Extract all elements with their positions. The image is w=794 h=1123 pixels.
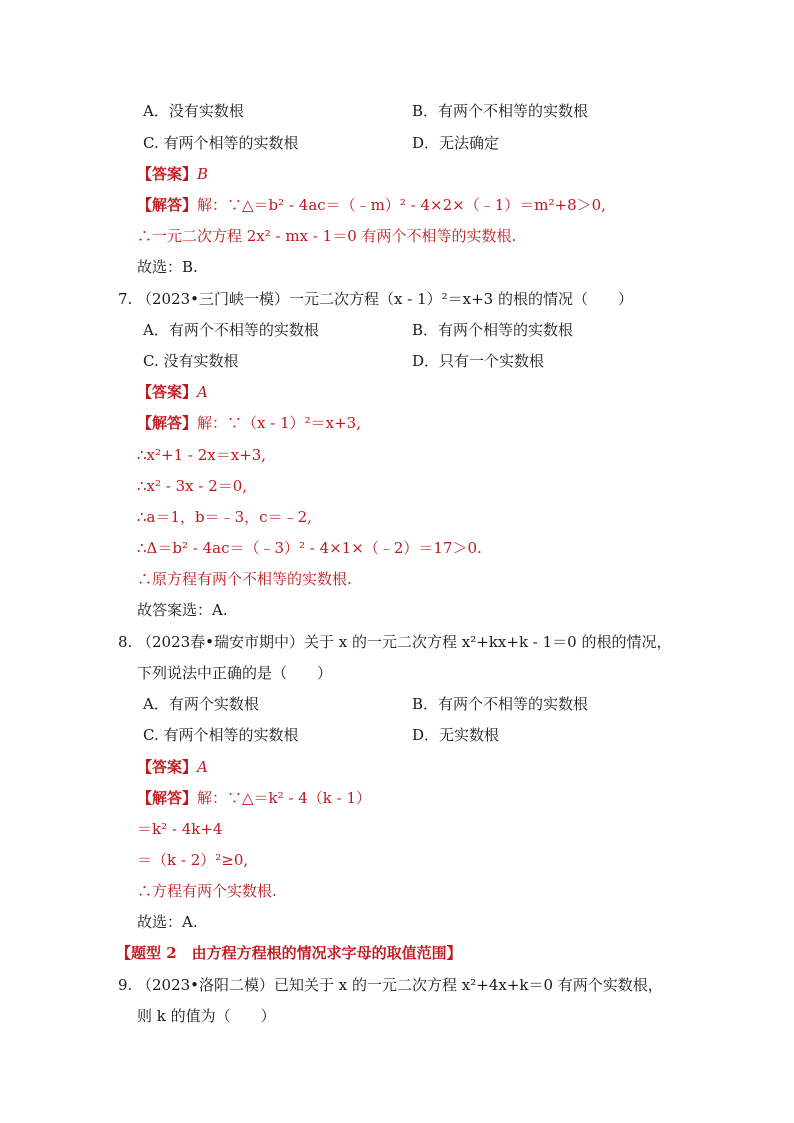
answer-label: 【答案】 <box>137 758 198 776</box>
q8-answer <box>137 757 208 777</box>
solution-label: 【解答】 <box>137 414 198 432</box>
q6-option-a: A．没有实数根 <box>143 102 244 120</box>
q8-solution-line-2: ＝k² - 4k+4 <box>137 820 223 838</box>
answer-value: A <box>197 383 208 401</box>
q8-solution-line-4: ∴方程有两个实数根. <box>137 882 277 900</box>
q6-option-d: D．无法确定 <box>412 134 500 152</box>
q7-solution-line-7: 故答案选：A. <box>137 601 228 619</box>
q7-option-d: D．只有一个实数根 <box>412 352 545 370</box>
q7-solution-line-4: ∴a＝1，b＝﹣3，c＝﹣2, <box>137 508 312 526</box>
q8-stem-line-2: 下列说法中正确的是（ ） <box>137 664 333 682</box>
q8-option-d: D．无实数根 <box>412 726 500 744</box>
q6-option-c: C. 有两个相等的实数根 <box>143 134 299 152</box>
q7-solution-line-1: 【解答】解：∵（x - 1）²＝x+3, <box>137 414 361 432</box>
q7-solution-line-5: ∴Δ＝b² - 4ac＝（﹣3）² - 4×1×（﹣2）＝17＞0. <box>137 539 482 557</box>
q8-solution-line-3: ＝（k - 2）²≥0, <box>137 851 249 869</box>
q8-option-b: B．有两个不相等的实数根 <box>412 695 589 713</box>
q7-stem: （2023•三门峡一模）一元二次方程（x - 1）²＝x+3 的根的情况（ ） <box>137 290 633 308</box>
q6-solution-line-3: 故选：B. <box>137 258 198 276</box>
q7-option-b: B．有两个相等的实数根 <box>412 321 574 339</box>
section-heading: 【题型 2 由方程方程根的情况求字母的取值范围】 <box>116 944 462 962</box>
q7-solution-line-3: ∴x² - 3x - 2＝0, <box>137 477 248 495</box>
q8-number: 8. <box>118 633 133 651</box>
q6-solution-line-1: 【解答】解：∵△＝b² - 4ac＝（﹣m）² - 4×2×（﹣1）＝m²+8＞0, <box>137 196 606 214</box>
q7-solution-line-2: ∴x²+1 - 2x＝x+3, <box>137 446 267 464</box>
q7-solution-line-6: ∴原方程有两个不相等的实数根. <box>137 570 352 588</box>
q7-option-c: C. 没有实数根 <box>143 352 239 370</box>
solution-label: 【解答】 <box>137 789 198 807</box>
answer-value: B <box>197 165 209 183</box>
q6-answer <box>137 164 208 184</box>
q8-solution-line-1: 【解答】解：∵△＝k² - 4（k - 1） <box>137 789 372 807</box>
q8-option-c: C. 有两个相等的实数根 <box>143 726 299 744</box>
answer-label: 【答案】 <box>137 165 198 183</box>
q9-number: 9. <box>118 976 133 994</box>
q7-answer <box>137 382 208 402</box>
q9-stem-line-2: 则 k 的值为（ ） <box>137 1007 276 1025</box>
q8-solution-line-5: 故选：A. <box>137 913 198 931</box>
q6-solution-line-2: ∴一元二次方程 2x² - mx - 1＝0 有两个不相等的实数根. <box>137 227 517 245</box>
q6-option-b: B．有两个不相等的实数根 <box>412 102 589 120</box>
answer-label: 【答案】 <box>137 383 198 401</box>
q9-stem-line-1: （2023•洛阳二模）已知关于 x 的一元二次方程 x²+4x+k＝0 有两个实数根， <box>137 976 663 994</box>
q8-option-a: A．有两个实数根 <box>143 695 259 713</box>
q8-stem-line-1: （2023春•瑞安市期中）关于 x 的一元二次方程 x²+kx+k - 1＝0 的根的情况， <box>137 633 672 651</box>
q7-number: 7. <box>118 290 133 308</box>
answer-value: A <box>197 758 208 776</box>
solution-label: 【解答】 <box>137 196 198 214</box>
q7-option-a: A．有两个不相等的实数根 <box>143 321 319 339</box>
